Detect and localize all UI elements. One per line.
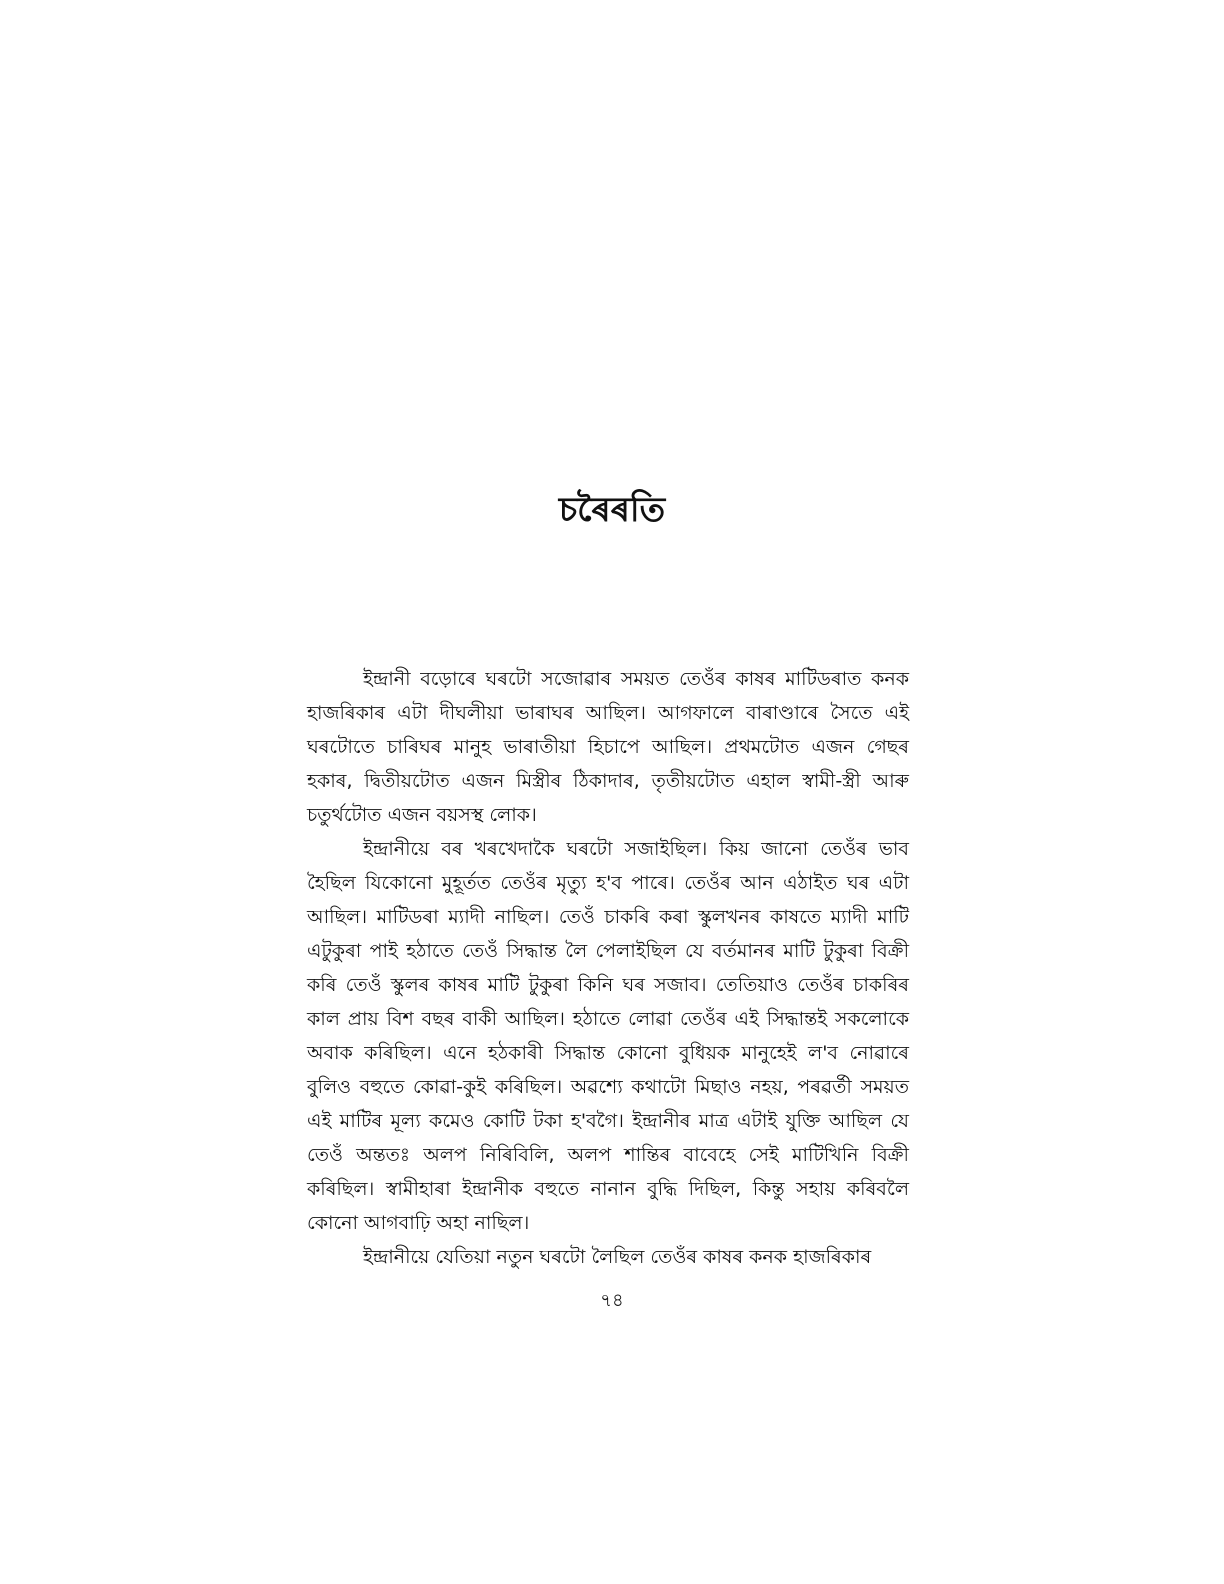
paragraph-3: ইন্দ্ৰানীয়ে যেতিয়া নতুন ঘৰটো লৈছিল তেওঁৰ কাষৰ কনক হাজৰিকাৰ bbox=[363, 1246, 872, 1268]
chapter-title: চৰৈৰতি bbox=[558, 490, 666, 530]
page-number: ৭৪ bbox=[600, 1290, 624, 1311]
body-text bbox=[307, 662, 909, 1274]
paragraph-2: ইন্দ্ৰানীয়ে বৰ খৰখেদাকৈ ঘৰটো সজাইছিল। কিয় জানো তেওঁৰ ভাব হৈছিল যিকোনো মুহূৰ্তত তেওঁৰ মৃত্যু হ'ব পাৰে। তেওঁৰ আন এঠাইত ঘৰ এটা আছিল। মাটিডৰা ম্যাদী নাছিল। তেওঁ চাকৰি কৰা স্কুলখনৰ কাষতে ম্যাদী মাটি এটুকুৰা পাই হঠাতে তেওঁ সিদ্ধান্ত লৈ পেলাইছিল যে বৰ্তমানৰ মাটি টুকুৰা বিক্ৰী কৰি তেওঁ স্কুলৰ কাষৰ মাটি টুকুৰা কিনি ঘৰ সজাব। তেতিয়াও তেওঁৰ চাকৰিৰ কাল প্ৰায় বিশ বছৰ বাকী আছিল। হঠাতে লোৱা তেওঁৰ এই সিদ্ধান্তই সকলোকে অবাক কৰিছিল। এনে হঠকাৰী সিদ্ধান্ত কোনো বুধিয়ক মানুহেই ল'ব নোৱাৰে বুলিও বহুতে কোৱা-কুই কৰিছিল। অৱশ্যে কথাটো মিছাও নহয়, পৰৱৰ্তী সময়ত এই মাটিৰ মূল্য কমেও কোটি টকা হ'বগৈ। ইন্দ্ৰানীৰ মাত্ৰ এটাই যুক্তি আছিল যে তেওঁ অন্ততঃ অলপ নিৰিবিলি, অলপ শান্তিৰ বাবেহে সেই মাটিখিনি বিক্ৰী কৰিছিল। স্বামীহাৰা ইন্দ্ৰানীক বহুতে নানান বুদ্ধি দিছিল, কিন্তু সহায় কৰিবলৈ কোনো আগবাঢ়ি অহা নাছিল। bbox=[307, 838, 909, 1234]
paragraph-1: ইন্দ্ৰানী বড়োৰে ঘৰটো সজোৱাৰ সময়ত তেওঁৰ কাষৰ মাটিডৰাত কনক হাজৰিকাৰ এটা দীঘলীয়া ভাৰাঘৰ আছিল। আগফালে বাৰাণ্ডাৰে সৈতে এই ঘৰটোতে চাৰিঘৰ মানুহ ভাৰাতীয়া হিচাপে আছিল। প্ৰথমটোত এজন গেছৰ হকাৰ, দ্বিতীয়টোত এজন মিস্ত্ৰীৰ ঠিকাদাৰ, তৃতীয়টোত এহাল স্বামী-স্ত্ৰী আৰু চতুৰ্থটোত এজন বয়সস্থ লোক। bbox=[307, 668, 909, 826]
